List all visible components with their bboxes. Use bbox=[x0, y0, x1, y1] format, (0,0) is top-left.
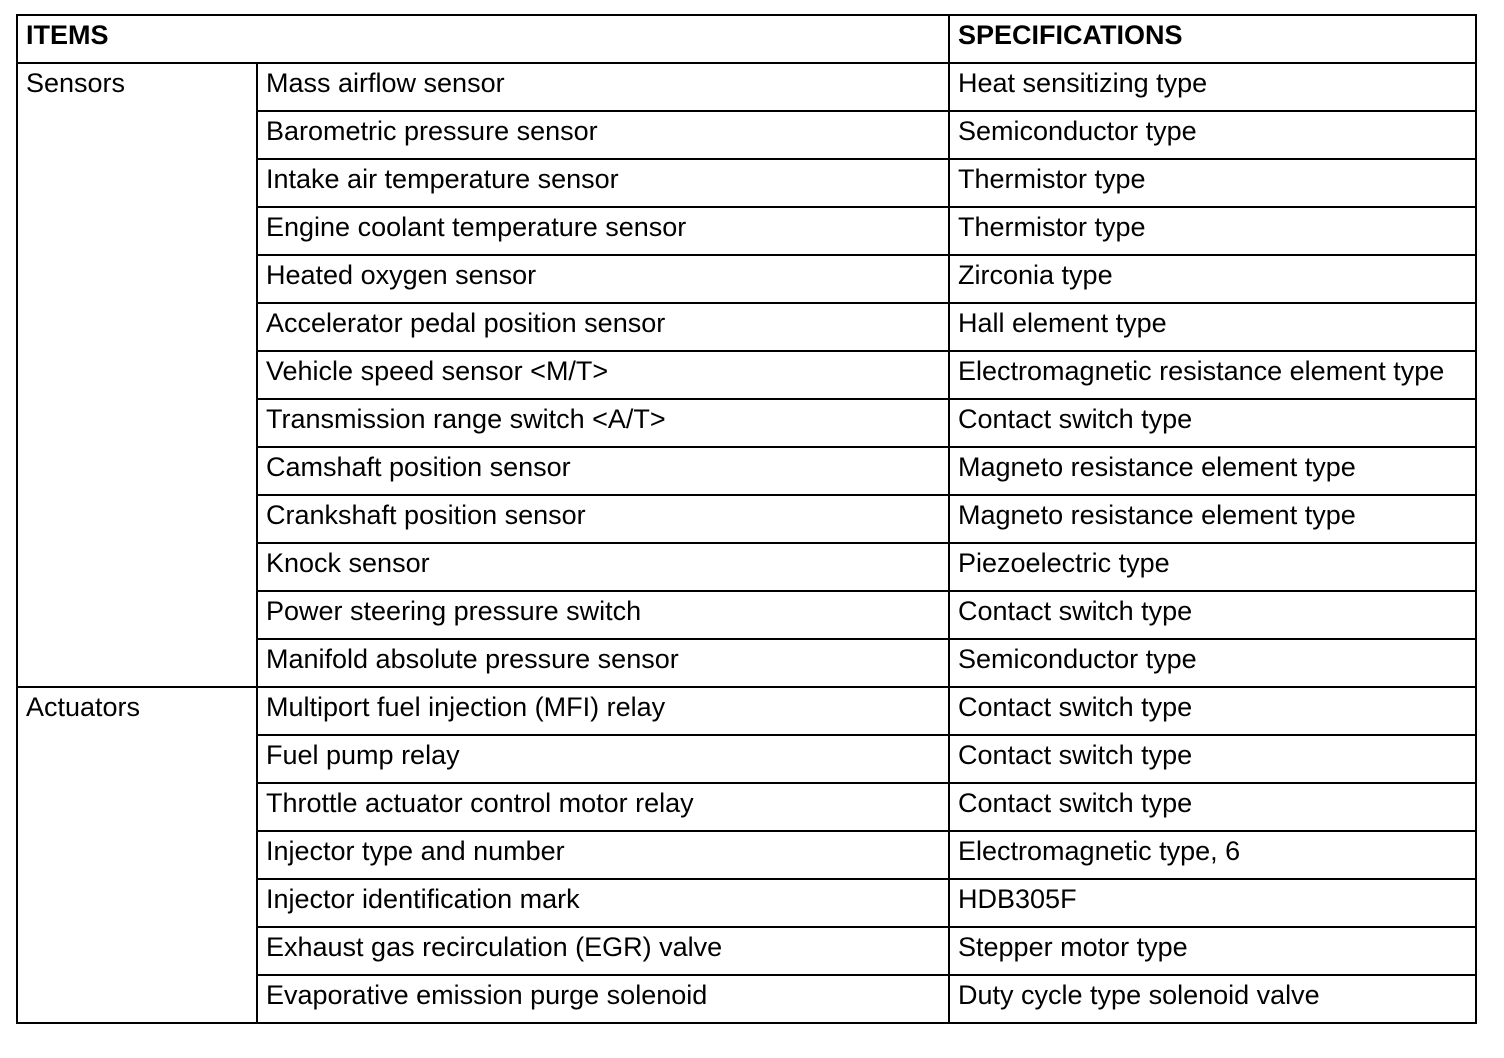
specifications-column-header: SPECIFICATIONS bbox=[949, 15, 1476, 63]
spec-cell: Contact switch type bbox=[949, 399, 1476, 447]
spec-cell: Magneto resistance element type bbox=[949, 495, 1476, 543]
item-cell: Injector type and number bbox=[257, 831, 949, 879]
table-row bbox=[17, 63, 1476, 111]
item-cell: Camshaft position sensor bbox=[257, 447, 949, 495]
item-cell: Fuel pump relay bbox=[257, 735, 949, 783]
spec-cell: Stepper motor type bbox=[949, 927, 1476, 975]
spec-cell: Piezoelectric type bbox=[949, 543, 1476, 591]
item-cell: Intake air temperature sensor bbox=[257, 159, 949, 207]
item-cell: Crankshaft position sensor bbox=[257, 495, 949, 543]
spec-cell: Hall element type bbox=[949, 303, 1476, 351]
item-cell: Knock sensor bbox=[257, 543, 949, 591]
spec-cell: Contact switch type bbox=[949, 783, 1476, 831]
spec-cell: Electromagnetic resistance element type bbox=[949, 351, 1476, 399]
group-label: Sensors bbox=[17, 63, 257, 687]
spec-cell: Contact switch type bbox=[949, 591, 1476, 639]
item-cell: Accelerator pedal position sensor bbox=[257, 303, 949, 351]
item-cell: Manifold absolute pressure sensor bbox=[257, 639, 949, 687]
spec-cell: Semiconductor type bbox=[949, 111, 1476, 159]
spec-cell: Heat sensitizing type bbox=[949, 63, 1476, 111]
spec-cell: Magneto resistance element type bbox=[949, 447, 1476, 495]
spec-cell: Contact switch type bbox=[949, 687, 1476, 735]
item-cell: Throttle actuator control motor relay bbox=[257, 783, 949, 831]
item-cell: Mass airflow sensor bbox=[257, 63, 949, 111]
spec-cell: Zirconia type bbox=[949, 255, 1476, 303]
specifications-table bbox=[16, 14, 1477, 1024]
spec-cell: HDB305F bbox=[949, 879, 1476, 927]
group-label: Actuators bbox=[17, 687, 257, 1023]
table-body bbox=[17, 15, 1476, 1023]
items-column-header: ITEMS bbox=[17, 15, 949, 63]
spec-cell: Contact switch type bbox=[949, 735, 1476, 783]
spec-cell: Electromagnetic type, 6 bbox=[949, 831, 1476, 879]
item-cell: Evaporative emission purge solenoid bbox=[257, 975, 949, 1023]
item-cell: Transmission range switch <A/T> bbox=[257, 399, 949, 447]
item-cell: Heated oxygen sensor bbox=[257, 255, 949, 303]
spec-cell: Thermistor type bbox=[949, 159, 1476, 207]
header-row bbox=[17, 15, 1476, 63]
item-cell: Exhaust gas recirculation (EGR) valve bbox=[257, 927, 949, 975]
spec-cell: Duty cycle type solenoid valve bbox=[949, 975, 1476, 1023]
item-cell: Engine coolant temperature sensor bbox=[257, 207, 949, 255]
item-cell: Vehicle speed sensor <M/T> bbox=[257, 351, 949, 399]
table-row bbox=[17, 687, 1476, 735]
spec-cell: Semiconductor type bbox=[949, 639, 1476, 687]
item-cell: Barometric pressure sensor bbox=[257, 111, 949, 159]
spec-cell: Thermistor type bbox=[949, 207, 1476, 255]
item-cell: Injector identification mark bbox=[257, 879, 949, 927]
item-cell: Power steering pressure switch bbox=[257, 591, 949, 639]
item-cell: Multiport fuel injection (MFI) relay bbox=[257, 687, 949, 735]
